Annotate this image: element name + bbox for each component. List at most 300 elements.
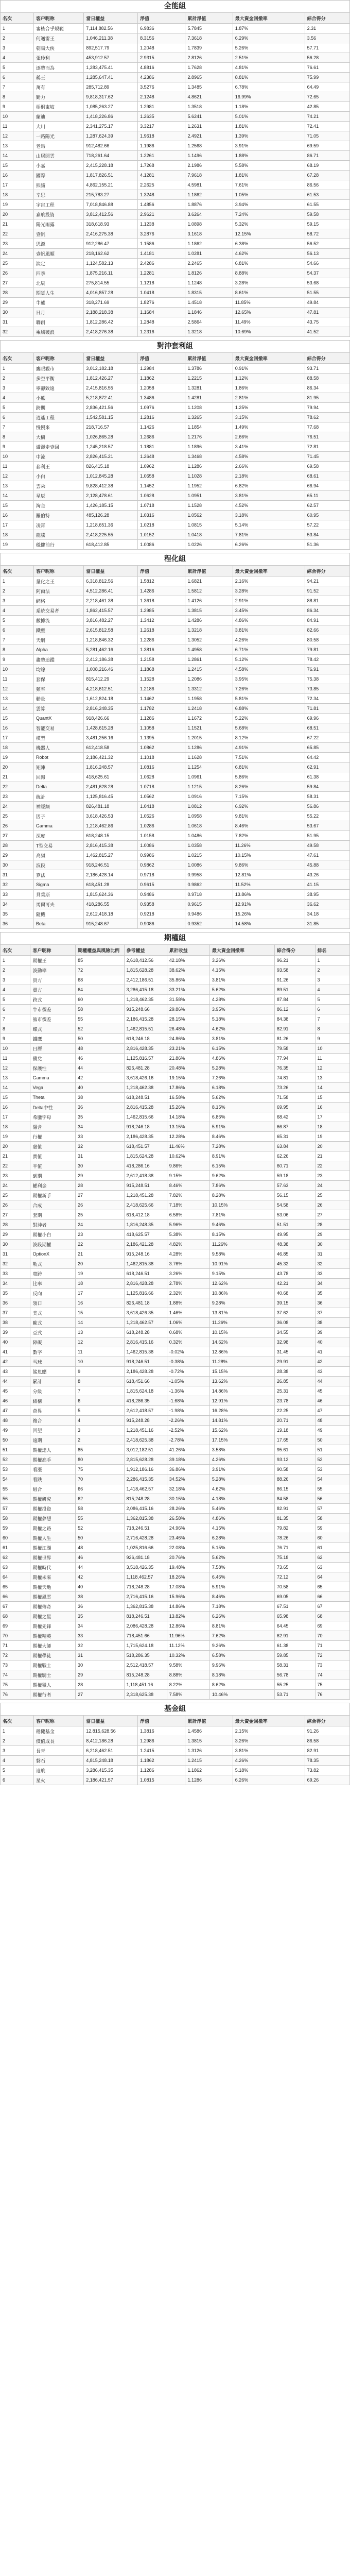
table-cell: 518,286.35 — [124, 1651, 167, 1660]
table-cell: 9 — [1, 655, 34, 665]
table-cell: 0.9958 — [185, 870, 233, 880]
table-cell: Beta — [33, 919, 83, 929]
table-row — [1, 1249, 350, 1259]
table-row — [1, 501, 350, 511]
table-cell: 54.37 — [305, 268, 349, 278]
table-cell: 75.38 — [305, 674, 349, 684]
table-cell: 1.2215 — [185, 374, 233, 383]
table-cell: 1,418,462.57 — [124, 1484, 167, 1494]
table-row — [1, 520, 350, 530]
table-cell: 隱含 — [30, 1122, 76, 1132]
table-cell: 1,462,815.38 — [124, 1259, 167, 1269]
table-row — [1, 1171, 350, 1181]
table-cell: 79.81 — [305, 645, 349, 655]
table-cell: 3.94% — [233, 200, 305, 210]
table-cell: 5.91% — [209, 1582, 274, 1592]
table-cell: 418,625.61 — [84, 772, 138, 782]
table-cell: 模型 — [33, 733, 83, 743]
table-cell: 1 — [1, 956, 30, 965]
table-cell: 數字 — [30, 1347, 76, 1357]
table-cell: 期權小白 — [30, 1230, 76, 1240]
table-cell: 34 — [315, 1279, 349, 1289]
table-cell: 歐式 — [30, 1318, 76, 1328]
table-cell: 25 — [76, 1210, 124, 1220]
table-cell: 3.26% — [209, 956, 274, 965]
table-cell: 20.76% — [167, 1553, 209, 1563]
ranking-section — [0, 0, 350, 337]
table-row — [1, 1357, 350, 1367]
table-cell: 天網 — [33, 635, 83, 645]
table-cell: 61.38 — [274, 1641, 315, 1651]
table-cell: 1.1586 — [138, 239, 185, 249]
table-cell: 8.22% — [167, 1680, 209, 1690]
table-cell: 1,875,216.11 — [84, 268, 138, 278]
table-cell: 1,118,462.57 — [124, 1572, 167, 1582]
column-header: 當日權益 — [84, 13, 138, 24]
table-cell: 1.0658 — [138, 471, 185, 481]
table-cell: 96.21 — [274, 956, 315, 965]
table-cell: 慢慢來 — [33, 422, 83, 432]
table-cell: 8.46% — [167, 1181, 209, 1191]
table-cell: 1.0618 — [185, 821, 233, 831]
table-cell: 35 — [1, 1289, 30, 1298]
table-cell: 系統交易者 — [33, 606, 83, 616]
table-cell: 1.2984 — [138, 364, 185, 374]
table-cell: 8.15% — [209, 1230, 274, 1240]
table-cell: 山居閒雲 — [33, 151, 83, 161]
column-header: 累計淨值 — [185, 353, 233, 364]
table-cell: 2,186,428.35 — [124, 1132, 167, 1142]
table-cell: 25 — [315, 1191, 349, 1200]
table-cell: 70 — [1, 1631, 30, 1641]
table-cell: 49.84 — [305, 298, 349, 308]
table-cell: 3.91% — [209, 1465, 274, 1475]
table-cell: 5.62% — [209, 985, 274, 995]
table-cell: 12.65% — [233, 308, 305, 317]
table-cell: 55 — [1, 1484, 30, 1494]
table-cell: 4.15% — [209, 965, 274, 975]
table-cell: 1.0418 — [138, 288, 185, 298]
table-cell: 4 — [315, 985, 349, 995]
table-cell: 5.7845 — [185, 24, 233, 33]
table-cell: 1.4518 — [185, 298, 233, 308]
table-cell: 2.16% — [233, 577, 305, 586]
table-cell: 4.81% — [233, 63, 305, 73]
table-row — [1, 625, 350, 635]
table-cell: 5.68% — [233, 723, 305, 733]
table-cell: 1.0951 — [185, 491, 233, 501]
table-cell: 17 — [1, 180, 34, 190]
table-cell: 2,836,421.56 — [84, 403, 138, 413]
table-cell: 71.05 — [305, 131, 349, 141]
table-cell: 1.1881 — [138, 442, 185, 452]
table-cell: 418,625.57 — [124, 1230, 167, 1240]
table-cell: 1.2686 — [138, 432, 185, 442]
table-cell: 領口 — [30, 1298, 76, 1308]
table-cell: 43.78 — [274, 1269, 315, 1279]
table-cell: 陽光雨露 — [33, 219, 83, 229]
table-row — [1, 491, 350, 501]
table-cell: 數據流 — [33, 616, 83, 625]
table-cell: 1 — [1, 24, 34, 33]
table-cell: 75 — [76, 1465, 124, 1475]
table-cell: 70 — [315, 1631, 349, 1641]
table-cell: 1,218,462.38 — [124, 1083, 167, 1093]
table-cell: 9,818,317.62 — [84, 92, 138, 102]
table-cell: 看跌 — [30, 1475, 76, 1484]
table-cell: 32 — [76, 1641, 124, 1651]
table-cell: 3.81% — [233, 1746, 305, 1756]
table-cell: 6.81% — [233, 259, 305, 268]
table-row — [1, 1736, 350, 1746]
table-cell: 89.51 — [274, 985, 315, 995]
table-cell: 62.26 — [274, 1151, 315, 1161]
table-cell: 1,046,211.38 — [84, 33, 138, 43]
table-cell: 1,812,286.42 — [84, 317, 138, 327]
table-cell: 1,218,451.28 — [124, 1191, 167, 1200]
ranking-table — [0, 565, 350, 929]
table-cell: 1,426,185.15 — [84, 501, 138, 511]
table-cell: 818,246.51 — [124, 1612, 167, 1621]
table-row — [1, 82, 350, 92]
table-cell: 大樹 — [33, 432, 83, 442]
table-cell: 63.84 — [274, 1142, 315, 1151]
table-cell: 1.1952 — [185, 481, 233, 491]
table-cell: 10 — [315, 1044, 349, 1054]
table-cell: 94.21 — [305, 577, 349, 586]
table-cell: 買方 — [30, 975, 76, 985]
table-row — [1, 900, 350, 909]
table-cell: 張玲利 — [33, 53, 83, 63]
column-header: 客户昵称 — [33, 566, 83, 577]
table-cell: 熊市價差 — [30, 1014, 76, 1024]
table-cell: 1,124,582.13 — [84, 259, 138, 268]
table-cell: 1,462,815.51 — [124, 1024, 167, 1034]
table-cell: 1.1862 — [185, 239, 233, 249]
table-row — [1, 723, 350, 733]
table-cell: 1.1426 — [138, 422, 185, 432]
table-cell: 9.58% — [167, 1660, 209, 1670]
table-cell: 72.65 — [305, 92, 349, 102]
table-cell: 17 — [315, 1112, 349, 1122]
table-cell: 218,162.62 — [84, 249, 138, 259]
table-cell: 42.85 — [305, 102, 349, 112]
table-cell: 逍遙工程 — [33, 413, 83, 422]
table-cell: 1.1286 — [138, 1766, 185, 1775]
table-cell: 39.18% — [167, 1455, 209, 1465]
table-cell: 1.1846 — [185, 308, 233, 317]
table-cell: 7.28% — [209, 1142, 274, 1151]
table-cell: 1,245,218.57 — [84, 442, 138, 452]
table-cell: 1.0562 — [138, 792, 185, 802]
table-cell: 4.86% — [233, 616, 305, 625]
table-cell: 65 — [315, 1582, 349, 1592]
table-cell: 78.62 — [305, 413, 349, 422]
table-cell: 815,412.29 — [84, 674, 138, 684]
table-cell: Alpha — [33, 645, 83, 655]
table-cell: 53 — [1, 1465, 30, 1475]
table-cell: 88.81 — [305, 596, 349, 606]
table-cell: 5.18% — [209, 1014, 274, 1024]
table-cell: 71 — [315, 1641, 349, 1651]
table-cell: 審核合乎規範 — [33, 24, 83, 33]
ranking-section — [0, 553, 350, 929]
table-cell: 68.19 — [305, 161, 349, 171]
table-cell: 27 — [1, 278, 34, 288]
table-cell: 55 — [76, 1514, 124, 1523]
table-cell: 39.15 — [274, 1298, 315, 1308]
table-cell: 8.28% — [209, 1191, 274, 1200]
table-row — [1, 308, 350, 317]
table-cell: 618,412.85 — [84, 540, 138, 550]
table-cell: 58 — [1, 1514, 30, 1523]
table-cell: 1.0218 — [138, 520, 185, 530]
table-row — [1, 870, 350, 880]
table-cell: 8.88% — [167, 1670, 209, 1680]
table-cell: 4,016,857.28 — [84, 288, 138, 298]
table-cell: 7.61% — [233, 180, 305, 190]
table-cell: 期權之星 — [30, 1612, 76, 1621]
table-cell: 1.0628 — [138, 772, 185, 782]
table-cell: 37 — [315, 1308, 349, 1318]
table-cell: 1.0976 — [138, 403, 185, 413]
table-cell: 統計 — [33, 792, 83, 802]
table-cell: 遠航 — [33, 1766, 83, 1775]
table-cell: 59 — [1, 1523, 30, 1533]
table-cell: 76.61 — [305, 63, 349, 73]
table-cell: 1.3815 — [185, 606, 233, 616]
table-row — [1, 1543, 350, 1553]
table-cell: 6 — [1, 625, 34, 635]
table-cell: 45 — [315, 1386, 349, 1396]
table-cell: 11 — [1, 1054, 30, 1063]
table-row — [1, 802, 350, 811]
table-cell: 2.2625 — [138, 180, 185, 190]
table-header-row — [1, 1716, 350, 1726]
table-cell: 275,814.55 — [84, 278, 138, 288]
table-cell: 朝陽大俠 — [33, 43, 83, 53]
table-cell: 892,517.79 — [84, 43, 138, 53]
table-cell: 618,248.15 — [84, 831, 138, 841]
table-cell: 1,862,415.57 — [84, 606, 138, 616]
table-cell: 1,218,846.32 — [84, 635, 138, 645]
table-row — [1, 53, 350, 63]
table-row — [1, 1592, 350, 1602]
table-cell: 一路陽光 — [33, 131, 83, 141]
table-cell: 32 — [1, 327, 34, 337]
table-cell: 48 — [315, 1416, 349, 1426]
table-row — [1, 772, 350, 782]
table-cell: 1.8315 — [185, 288, 233, 298]
table-cell: 8.46% — [209, 1592, 274, 1602]
table-cell: 56.78 — [274, 1670, 315, 1680]
table-cell: 18 — [1, 190, 34, 200]
table-cell: 7.82% — [233, 831, 305, 841]
table-cell: 6.58% — [209, 1651, 274, 1660]
table-cell: 55 — [76, 1014, 124, 1024]
table-cell: 51 — [1, 1445, 30, 1455]
table-cell: 31 — [76, 1151, 124, 1161]
table-cell: 82.66 — [305, 625, 349, 635]
table-cell: 4.8816 — [138, 63, 185, 73]
table-row — [1, 1504, 350, 1514]
table-row — [1, 92, 350, 102]
table-cell: 跨式 — [30, 995, 76, 1005]
table-cell: 72.34 — [305, 694, 349, 704]
table-cell: 思源 — [33, 239, 83, 249]
table-cell: 10 — [76, 1357, 124, 1367]
table-cell: 1,612,824.18 — [84, 694, 138, 704]
table-cell: Delta — [33, 782, 83, 792]
table-cell: 2.31 — [305, 24, 349, 33]
table-row — [1, 1426, 350, 1435]
table-cell: 77.94 — [274, 1054, 315, 1063]
table-row — [1, 1161, 350, 1171]
column-header: 綜合得分 — [274, 945, 315, 956]
table-cell: 826,481.28 — [124, 1063, 167, 1073]
table-cell: 1.2158 — [138, 655, 185, 665]
table-cell: 28 — [1, 288, 34, 298]
table-cell: 1.5812 — [138, 577, 185, 586]
table-cell: 84.91 — [305, 616, 349, 625]
table-cell: 21 — [1, 1151, 30, 1161]
table-cell: 87.84 — [274, 995, 315, 1005]
table-row — [1, 1014, 350, 1024]
table-cell: 88.26 — [274, 1475, 315, 1484]
table-cell: 66.87 — [274, 1122, 315, 1132]
table-cell: 期權行者 — [30, 1690, 76, 1700]
column-header: 累計收益 — [167, 945, 209, 956]
table-cell: 1.7839 — [185, 43, 233, 53]
table-cell: 3.6264 — [185, 210, 233, 219]
table-cell: 56.86 — [305, 802, 349, 811]
table-cell: 聯創 — [33, 317, 83, 327]
table-cell: Delta中性 — [30, 1103, 76, 1112]
table-cell: 1.88% — [167, 1298, 209, 1308]
table-row — [1, 1553, 350, 1563]
table-cell: 期權先鋒 — [30, 1621, 76, 1631]
table-cell: 5 — [76, 1406, 124, 1416]
table-cell: 17.86% — [167, 1083, 209, 1093]
table-cell: 1,815,624.36 — [84, 890, 138, 900]
table-cell: 6.26% — [233, 1775, 305, 1785]
table-row — [1, 995, 350, 1005]
table-cell: 1.1286 — [185, 743, 233, 753]
table-cell: 趨勢追蹤 — [33, 655, 83, 665]
table-cell: 93.12 — [274, 1455, 315, 1465]
table-cell: 64.49 — [305, 82, 349, 92]
table-cell: 1,817,826.51 — [84, 171, 138, 180]
table-cell: 5.01% — [233, 112, 305, 122]
table-cell: 9.86% — [233, 860, 305, 870]
table-cell: 418,286.35 — [124, 1396, 167, 1406]
table-cell: 23 — [1, 1171, 30, 1181]
table-cell: 蘭迪 — [33, 112, 83, 122]
table-cell: 43.75 — [305, 317, 349, 327]
table-cell: 星火 — [33, 1775, 83, 1785]
table-cell: 10.15% — [209, 1200, 274, 1210]
table-cell: 56 — [315, 1494, 349, 1504]
table-cell: 2 — [1, 1736, 34, 1746]
table-cell: 41 — [1, 1347, 30, 1357]
table-cell: 16 — [76, 1298, 124, 1308]
table-cell: 62.91 — [274, 1631, 315, 1641]
table-cell: 隨機 — [33, 909, 83, 919]
table-cell: 55.22 — [305, 811, 349, 821]
table-cell: 1 — [1, 1726, 34, 1736]
table-cell: 穩健前行 — [33, 540, 83, 550]
table-cell: 1.0215 — [185, 851, 233, 860]
table-cell: 2,512,418.57 — [124, 1660, 167, 1670]
table-cell: 75.18 — [274, 1553, 315, 1563]
table-cell: 10.62% — [167, 1151, 209, 1161]
table-cell: 1.0286 — [138, 821, 185, 831]
table-cell: 凌霄 — [33, 520, 83, 530]
table-cell: 遠期 — [30, 1435, 76, 1445]
table-cell: 2,815,628.28 — [124, 1455, 167, 1465]
table-cell: 7 — [1, 635, 34, 645]
table-cell: 69.05 — [274, 1592, 315, 1602]
table-cell: 9.46% — [209, 1220, 274, 1230]
table-row — [1, 298, 350, 308]
table-cell: 1.2861 — [185, 655, 233, 665]
table-cell: 6.46% — [209, 1572, 274, 1582]
table-cell: 8.81% — [233, 73, 305, 82]
table-cell: 15.62% — [209, 1426, 274, 1435]
table-cell: 22 — [1, 782, 34, 792]
table-cell: 1.2985 — [138, 606, 185, 616]
table-row — [1, 975, 350, 985]
table-cell: 3,812,412.56 — [84, 210, 138, 219]
table-cell: 47.81 — [305, 308, 349, 317]
table-row — [1, 956, 350, 965]
table-cell: 51 — [315, 1445, 349, 1455]
table-cell: 1,816,248.57 — [84, 762, 138, 772]
table-cell: 6.78% — [233, 82, 305, 92]
table-header-row — [1, 353, 350, 364]
table-cell: 52 — [315, 1455, 349, 1465]
table-cell: 1,362,815.38 — [124, 1514, 167, 1523]
table-cell: 1.2618 — [138, 625, 185, 635]
table-cell: 2,086,415.16 — [124, 1504, 167, 1514]
table-cell: 7 — [1, 422, 34, 432]
table-cell: 1.0358 — [185, 841, 233, 851]
table-cell: 38.95 — [305, 890, 349, 900]
table-cell: 2,086,428.28 — [124, 1621, 167, 1631]
table-cell: 1.0862 — [138, 743, 185, 753]
table-cell: 2,826,415.21 — [84, 452, 138, 462]
table-cell: 8 — [76, 1377, 124, 1386]
table-cell: 5.18% — [233, 1766, 305, 1775]
table-cell: 因子 — [33, 811, 83, 821]
table-cell: 期權江湖 — [30, 1543, 76, 1553]
table-row — [1, 112, 350, 122]
table-cell: 285,712.89 — [84, 82, 138, 92]
table-cell: 718,246.51 — [124, 1523, 167, 1533]
table-cell: 障礙 — [30, 1337, 76, 1347]
table-cell: 6.88% — [233, 704, 305, 714]
table-cell: 期權戰士 — [30, 1660, 76, 1670]
table-cell: 59.85 — [274, 1651, 315, 1660]
table-cell: 53 — [315, 1465, 349, 1475]
table-row — [1, 383, 350, 393]
table-cell: 29 — [76, 1171, 124, 1181]
table-cell: 47.61 — [305, 851, 349, 860]
table-cell: 1,218,462.57 — [124, 1318, 167, 1328]
table-cell: 10 — [1, 452, 34, 462]
table-cell: 1.0815 — [185, 520, 233, 530]
table-cell: 14.58% — [233, 919, 305, 929]
